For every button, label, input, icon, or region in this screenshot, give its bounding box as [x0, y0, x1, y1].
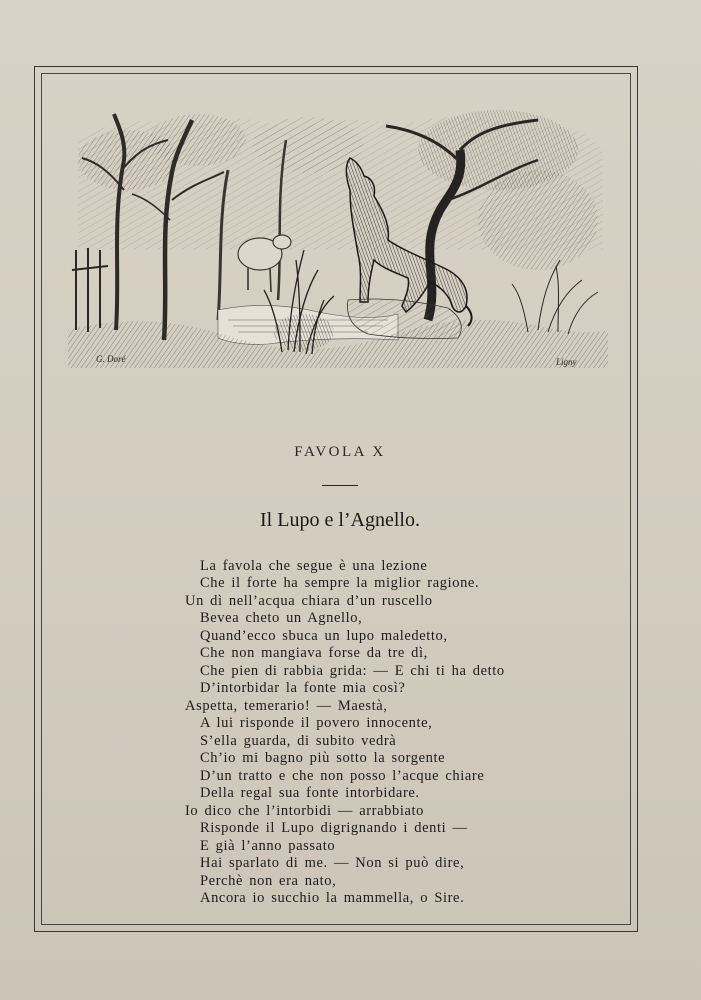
title-divider — [322, 485, 358, 486]
poem-line: La favola che segue è una lezione — [200, 558, 428, 574]
poem-line: Bevea cheto un Agnello, — [200, 610, 363, 626]
poem-line: D’intorbidar la fonte mia così? — [200, 680, 406, 696]
fable-number: FAVOLA X — [294, 444, 386, 460]
poem-line: Io dico che l’intorbidi — arrabbiato — [185, 803, 424, 819]
lamb-figure — [238, 235, 291, 292]
poem-line: Che il forte ha sempre la miglior ragione. — [200, 575, 480, 591]
engraver-signature: Ligny — [556, 357, 577, 367]
artist-signature: G. Doré — [96, 354, 126, 364]
poem-line: D’un tratto e che non posso l’acque chiare — [200, 768, 485, 784]
poem-line: Ch’io mi bagno più sotto la sorgente — [200, 750, 446, 766]
poem-line: Quand’ecco sbuca un lupo maledetto, — [200, 628, 448, 644]
poem-line: Aspetta, temerario! — Maestà, — [185, 698, 388, 714]
wolf-and-lamb-engraving — [68, 100, 608, 368]
poem-line: S’ella guarda, di subito vedrà — [200, 733, 397, 749]
poem-line: A lui risponde il povero innocente, — [200, 715, 433, 731]
poem-line: Che non mangiava forse da tre dì, — [200, 645, 428, 661]
poem-line: Della regal sua fonte intorbidare. — [200, 785, 420, 801]
poem-line: Che pien di rabbia grida: — E chi ti ha detto — [200, 663, 505, 679]
fable-title: Il Lupo e l’Agnello. — [260, 509, 420, 531]
poem-line: Risponde il Lupo digrignando i denti — — [200, 820, 468, 836]
poem-line: Ancora io succhio la mammella, o Sire. — [200, 890, 465, 906]
poem-line: Hai sparlato di me. — Non si può dire, — [200, 855, 465, 871]
poem-line: Perchè non era nato, — [200, 873, 337, 889]
poem-line: E già l’anno passato — [200, 838, 336, 854]
poem-line: Un dì nell’acqua chiara d’un ruscello — [185, 593, 433, 609]
